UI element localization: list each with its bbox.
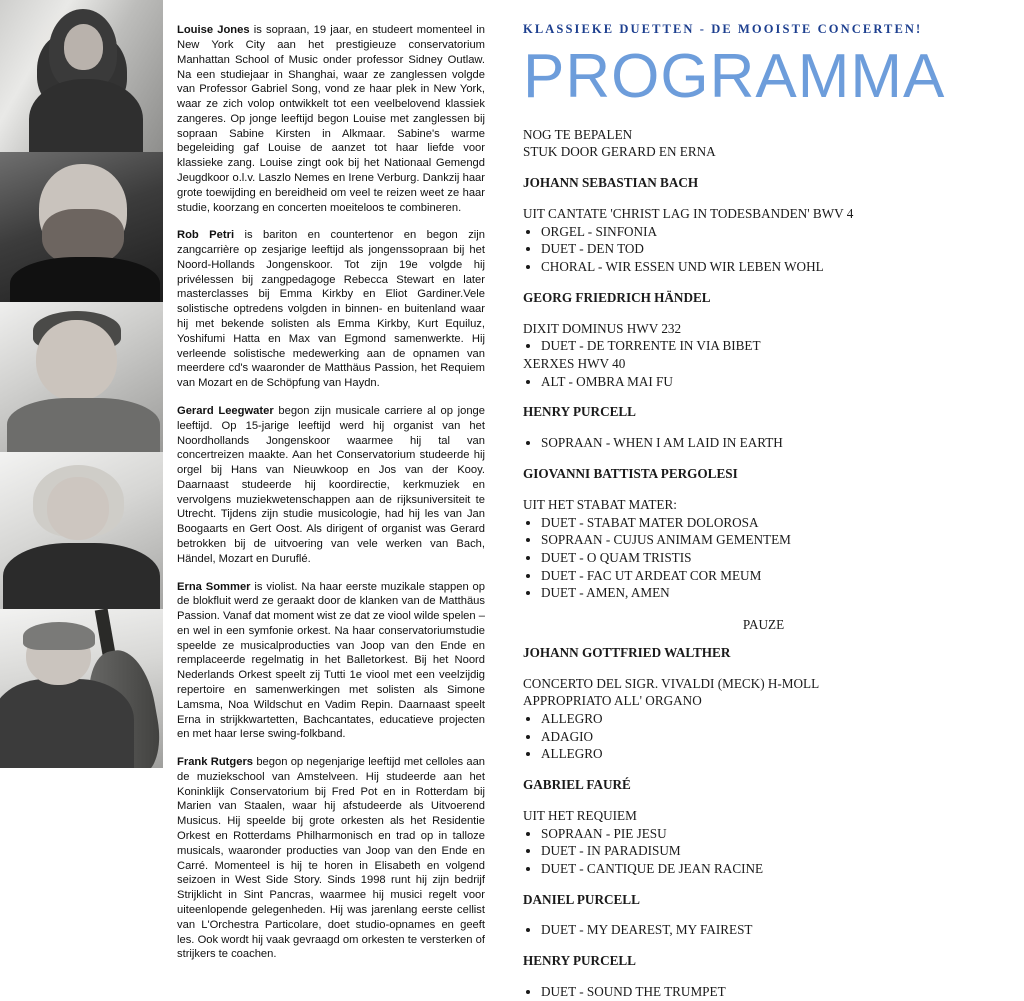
list-item: • ALLEGRO bbox=[541, 710, 1004, 728]
bio-text: is sopraan, 19 jaar, en studeert momenteel in New York City aan het prestigieuze conservatorium Manhattan School of Music onder professor Sidney Outlaw. Na een studiejaar in Shanghai, waar ze zanglessen volgde van Professor Gabriel Song, vond ze haar plek in New York, waar ze zich volop ontwikkelt tot een veelbelovend klassiek zangeres. Op jonge leeftijd begon Louise met zanglessen bij sopraan Sabine Kirsten in Alkmaar. Sabine's warme begeleiding gaf Louise de aanzet tot haar liefde voor klassieke zang. Louise zingt ook bij het Nationaal Gemengd Jeugdkoor o.l.v. Laszlo Nemes en Irene Verburg. Dankzij haar grote toewijding en bereidheid om veel te reizen weet ze haar studie, koorzang en concerten moeiteloos te combineren. bbox=[177, 24, 485, 214]
bio-name: Louise Jones bbox=[177, 24, 250, 37]
page-title: PROGRAMMA bbox=[523, 42, 946, 111]
portrait-louise-jones bbox=[0, 0, 163, 152]
movement-list bbox=[523, 373, 1004, 391]
list-item: • ADAGIO bbox=[541, 728, 1004, 746]
bio-frank-rutgers bbox=[177, 755, 485, 962]
list-item: • DUET - DEN TOD bbox=[541, 240, 1004, 258]
work-subtitle: APPROPRIATO ALL' ORGANO bbox=[523, 693, 702, 709]
composer-heading: JOHANN SEBASTIAN BACH bbox=[523, 175, 699, 191]
composer-heading: JOHANN GOTTFRIED WALTHER bbox=[523, 644, 731, 660]
movement-list bbox=[523, 434, 1004, 452]
list-item: • DUET - MY DEAREST, MY FAIREST bbox=[541, 921, 1004, 939]
program-intro-line: STUK DOOR GERARD EN ERNA bbox=[523, 144, 716, 160]
program-column bbox=[493, 0, 1024, 999]
composer-heading: HENRY PURCELL bbox=[523, 953, 636, 969]
portrait-hair bbox=[23, 622, 95, 651]
list-item: • SOPRAAN - CUJUS ANIMAM GEMENTEM bbox=[541, 531, 1004, 549]
program-intro-line: NOG TE BEPALEN bbox=[523, 126, 633, 142]
work-subtitle: DIXIT DOMINUS HWV 232 bbox=[523, 320, 682, 336]
work-subtitle: UIT CANTATE 'CHRIST LAG IN TODESBANDEN' BWV 4 bbox=[523, 206, 854, 221]
movement-list bbox=[523, 514, 1004, 602]
list-item: • DUET - DE TORRENTE IN VIA BIBET bbox=[541, 337, 1004, 355]
list-item: • DUET - AMEN, AMEN bbox=[541, 584, 1004, 602]
list-item: • DUET - STABAT MATER DOLOROSA bbox=[541, 514, 1004, 532]
movement-list bbox=[523, 710, 1004, 763]
portrait-body bbox=[0, 679, 134, 768]
list-item: • SOPRAAN - WHEN I AM LAID IN EARTH bbox=[541, 434, 1004, 452]
composer-heading: GABRIEL FAURÉ bbox=[523, 776, 631, 792]
movement-list bbox=[523, 825, 1004, 878]
bio-erna-sommer bbox=[177, 580, 485, 743]
portrait-face bbox=[47, 477, 109, 540]
work-subtitle: XERXES HWV 40 bbox=[523, 356, 626, 371]
movement-list bbox=[523, 223, 1004, 276]
portrait-rob-petri bbox=[0, 152, 163, 302]
composer-heading: DANIEL PURCELL bbox=[523, 891, 640, 907]
list-item: • ALT - OMBRA MAI FU bbox=[541, 373, 1004, 391]
movement-list bbox=[523, 921, 1004, 939]
list-item: • CHORAL - WIR ESSEN UND WIR LEBEN WOHL bbox=[541, 258, 1004, 276]
list-item: • DUET - O QUAM TRISTIS bbox=[541, 549, 1004, 567]
intermission-label: PAUZE bbox=[742, 616, 785, 632]
bio-rob-petri bbox=[177, 228, 485, 391]
portrait-body bbox=[7, 398, 160, 452]
program-body bbox=[523, 126, 1004, 1001]
list-item: • SOPRAAN - PIE JESU bbox=[541, 825, 1004, 843]
list-item: • ORGEL - SINFONIA bbox=[541, 223, 1004, 241]
list-item: • DUET - IN PARADISUM bbox=[541, 842, 1004, 860]
portrait-body bbox=[3, 543, 159, 609]
bio-text: begon op negenjarige leeftijd met celloles aan de muziekschool van Amstelveen. Hij studeerde aan het Koninklijk Conservatorium bij Fred Pot en in Rotterdam bij Marien van Staalen, waar hij afstudeerde als Uitvoerend Musicus. Hij speelde bij grote orkesten als het Residentie Orkest en Rotterdams Philharmonisch en trad op in talloze musicals, waaronder producties van Joop van den Ende en Carré. Momenteel is hij te horen in Elisabeth en volgend seizoen in West Side Story. Sinds 1998 runt hij zijn bedrijf Strijklicht in Sint Pancras, waarmee hij musici regelt voor uiteenlopende gelegenheden. Hij was jarenlang eerste cellist van L'Orchestra Particolare, doet studio-opnames en geeft les. Ook wordt hij vaak gevraagd om orkesten te versterken of strijkers te coachen. bbox=[177, 756, 486, 961]
movement-list bbox=[523, 337, 1004, 355]
list-item: • ALLEGRO bbox=[541, 745, 1004, 763]
portrait-face bbox=[36, 320, 118, 401]
program-kicker: KLASSIEKE DUETTEN - DE MOOISTE CONCERTEN! bbox=[523, 22, 923, 36]
portrait-gerard-leegwater bbox=[0, 302, 163, 452]
bio-text: is bariton en countertenor en begon zijn zangcarrière op zesjarige leeftijd als jongenssopraan bij het Noord-Hollands Jongenskoor. Tot zijn 19e volgde hij privélessen bij zangpedagoge Rebecca Stewart en later masterclasses bij Emma Kirkby en Eliot Gardiner.Vele solistische optredens volgden in binnen- en buitenland waar hij met bekende solisten als Emma Kirkby, Kurt Equiluz, Yoshifumi Hatta en Max van Egmond samenwerkte. Hij verleende solistische medewerking aan de opnamen van meerdere cd's waaronder de Matthäus Passion, het Requiem van Mozart en de Schöpfung van Haydn. bbox=[177, 229, 485, 390]
bio-name: Rob Petri bbox=[177, 229, 235, 242]
bio-text: is violist. Na haar eerste muzikale stappen op de blokfluit werd ze geraakt door de klanken van de Matthäus Passion. Vanaf dat moment wist ze dat ze viool wilde spelen – en wel in een symfonie orkest. Na haar conservatoriumstudie speelde ze musicalproducties van Joop van den Ende en remplaceerde regelmatig in het Balletorkest. Bij het Noord Nederlands Orkest speelt zij Tutti 1e viool met een veelzijdig repertoire en samenwerkingen met solisten als Simone Lamsma, Noa Wildschut en Vadim Repin. Daarnaast speelt Erna in strijkkwartetten, Bachcantates, educatieve projecten en met haar Ierse swing-folkband. bbox=[177, 580, 485, 741]
composer-heading: HENRY PURCELL bbox=[523, 404, 636, 420]
movement-list bbox=[523, 983, 1004, 1001]
composer-heading: GEORG FRIEDRICH HÄNDEL bbox=[523, 289, 711, 305]
list-item: • DUET - FAC UT ARDEAT COR MEUM bbox=[541, 567, 1004, 585]
bio-name: Frank Rutgers bbox=[177, 756, 254, 769]
work-subtitle: CONCERTO DEL SIGR. VIVALDI (MECK) H-MOLL bbox=[523, 675, 820, 691]
bio-name: Gerard Leegwater bbox=[177, 404, 274, 417]
bio-text: begon zijn musicale carriere al op jonge leeftijd. Op 15-jarige leeftijd werd hij organist van het Noordhollands Jongenskoor waarmee hij tal van concertreizen maakte. Aan het Conservatorium studeerde hij orgel bij Hans van Nieuwkoop en Jos van der Kooy. Daarnaast studeerde hij koordirectie, kerkmuziek en vervolgens muziekwetenschappen aan de rijksuniversiteit te Utrecht. Tijdens zijn studie musicologie, had hij les van Jan Boogaarts en Gert Oost. Als dirigent of organist was Gerard betrokken bij de uitvoering van vele werken van Bach, Händel, Mozart en Duruflé. bbox=[177, 404, 485, 565]
composer-heading: GIOVANNI BATTISTA PERGOLESI bbox=[523, 465, 738, 481]
bio-louise-jones bbox=[177, 23, 485, 215]
portrait-erna-sommer bbox=[0, 452, 163, 609]
portrait-column bbox=[0, 0, 163, 768]
list-item: • DUET - SOUND THE TRUMPET bbox=[541, 983, 1004, 1001]
list-item: • DUET - CANTIQUE DE JEAN RACINE bbox=[541, 860, 1004, 878]
work-subtitle: UIT HET STABAT MATER: bbox=[523, 496, 677, 512]
portrait-body bbox=[29, 79, 143, 152]
portrait-frank-rutgers bbox=[0, 609, 163, 768]
portrait-body bbox=[10, 257, 160, 302]
biography-column bbox=[163, 0, 493, 961]
work-subtitle: UIT HET REQUIEM bbox=[523, 807, 637, 823]
bio-gerard-leegwater bbox=[177, 404, 485, 567]
portrait-face bbox=[64, 24, 103, 70]
bio-name: Erna Sommer bbox=[177, 580, 251, 593]
